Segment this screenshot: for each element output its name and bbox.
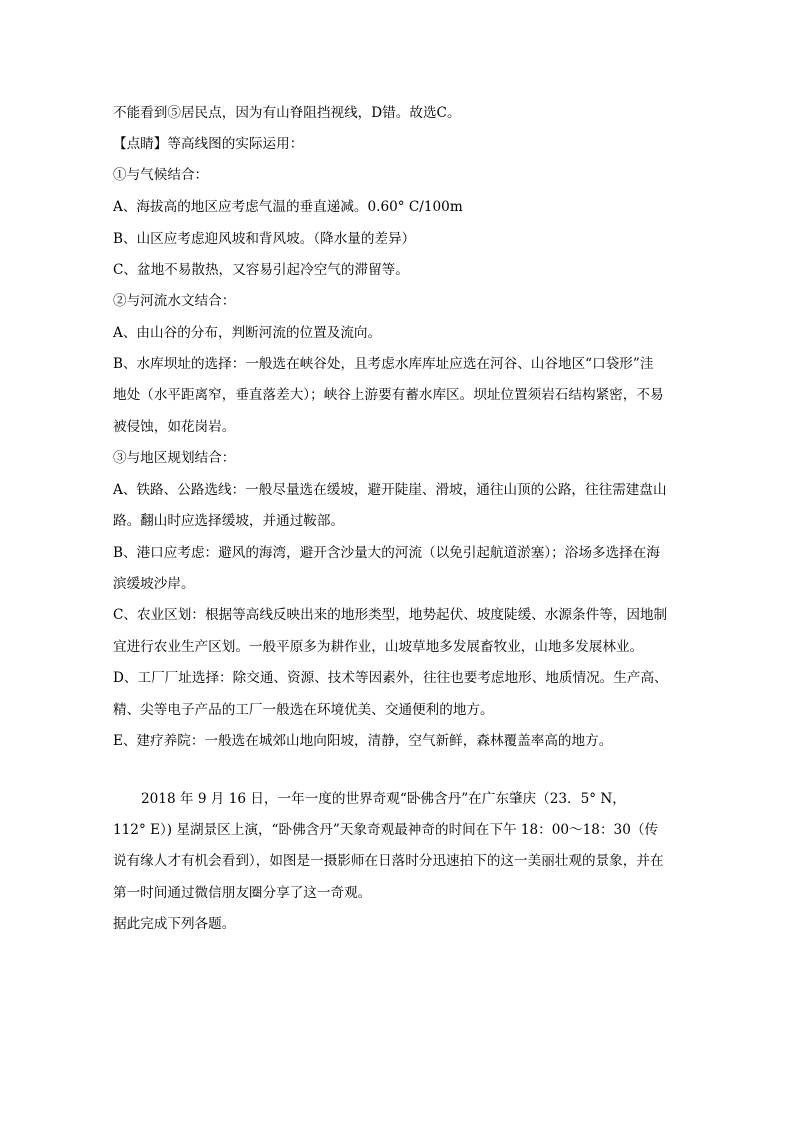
text-line: 地处（水平距离窄，垂直落差大）；峡谷上游要有蓄水库区。坝址位置须岩石结构紧密，不易 xyxy=(113,387,664,403)
text-line: B、水库坝址的选择：一般选在峡谷处，且考虑水库库址应选在河谷、山谷地区“口袋形”洼 xyxy=(113,356,654,372)
text-line: A、海拔高的地区应考虑气温的垂直递减。0.60° C/100m xyxy=(113,199,463,215)
text-line: D、工厂厂址选择：除交通、资源、技术等因素外，往往也要考虑地形、地质情况。生产高、 xyxy=(113,670,668,686)
text-line: 精、尖等电子产品的工厂一般选在环境优美、交通便利的地方。 xyxy=(113,702,494,718)
passage-line: 据此完成下列各题。 xyxy=(113,916,236,932)
text-line: A、由山谷的分布，判断河流的位置及流向。 xyxy=(113,325,382,341)
text-line: B、港口应考虑：避风的海湾，避开含沙量大的河流（以免引起航道淤塞）；浴场多选择在海 xyxy=(113,545,660,561)
text-line: 不能看到⑤居民点，因为有山脊阻挡视线，D错。故选C。 xyxy=(113,105,461,121)
text-line: 被侵蚀，如花岗岩。 xyxy=(113,419,236,435)
text-line: C、农业区划：根据等高线反映出来的地形类型，地势起伏、坡度陡缓、水源条件等，因地制 xyxy=(113,607,668,623)
passage-line: 第一时间通过微信朋友圈分享了这一奇观。 xyxy=(113,885,372,901)
text-line: A、铁路、公路选线：一般尽量选在缓坡，避开陡崖、滑坡，通往山顶的公路，往往需建盘山 xyxy=(113,482,667,498)
text-line: C、盆地不易散热，又容易引起冷空气的滞留等。 xyxy=(113,262,409,278)
text-line: 宜进行农业生产区划。一般平原多为耕作业，山坡草地多发展畜牧业，山地多发展林业。 xyxy=(113,639,644,655)
passage-line: 112° E）) 星湖景区上演，“卧佛含丹”天象奇观最神奇的时间在下午 18：00～18：30（传 xyxy=(113,822,659,838)
text-line: 【点睛】等高线图的实际运用： xyxy=(113,136,304,152)
text-line: B、山区应考虑迎风坡和背风坡。（降水量的差异） xyxy=(113,231,416,247)
passage-line: 说有缘人才有机会看到），如图是一摄影师在日落时分迅速拍下的这一美丽壮观的景象，并在 xyxy=(113,853,664,869)
text-line: 路。翻山时应选择缓坡，并通过鞍部。 xyxy=(113,513,345,529)
passage-line: 2018 年 9 月 16 日，一年一度的世界奇观“卧佛含丹”在广东肇庆（23．5° N， xyxy=(141,791,626,807)
text-line: 滨缓坡沙岸。 xyxy=(113,576,195,592)
text-line: ②与河流水文结合： xyxy=(113,293,236,309)
text-line: E、建疗养院：一般选在城郊山地向阳坡，清静，空气新鲜，森林覆盖率高的地方。 xyxy=(113,733,613,749)
text-line: ③与地区规划结合： xyxy=(113,450,236,466)
text-line: ①与气候结合： xyxy=(113,167,209,183)
